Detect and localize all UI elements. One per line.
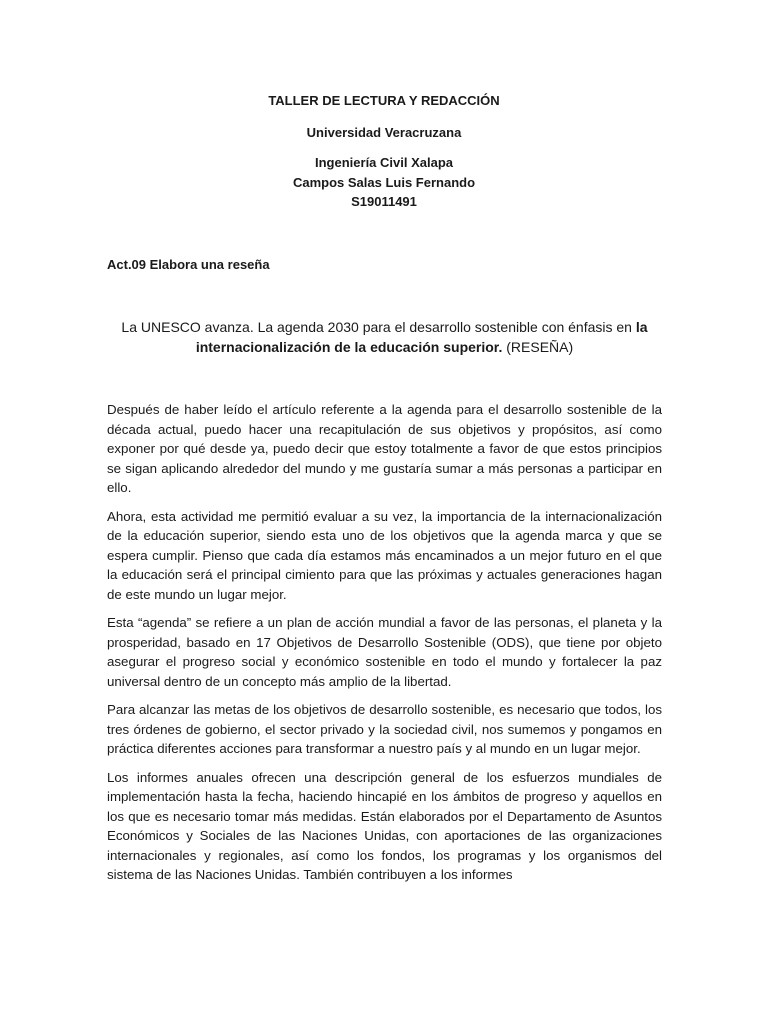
review-title-tail: (RESEÑA): [502, 339, 574, 355]
student-id: S19011491: [351, 194, 417, 209]
university-name: Universidad Veracruzana: [306, 125, 462, 140]
paragraph: Esta “agenda” se refiere a un plan de acción mundial a favor de las personas, el planeta y la prosperidad, basado en 17 Objetivos de Desarrollo Sostenible (ODS), que tiene por objeto asegurar el progreso social y económico sostenible en todo el mundo y fortalecer la paz universal dentro de un concepto más amplio de la libertad.: [107, 615, 662, 689]
paragraph: Después de haber leído el artículo referente a la agenda para el desarrollo sostenible de la década actual, puedo hacer una recapitulación de sus objetivos y propósitos, así como exponer por qué desde ya, puedo decir que estoy totalmente a favor de que estos principios se sigan aplicando alrededor del mundo y me gustaría sumar a más personas a participar en ello.: [107, 402, 662, 495]
course-title: TALLER DE LECTURA Y REDACCIÓN: [268, 93, 500, 108]
paragraph: Los informes anuales ofrecen una descripción general de los esfuerzos mundiales de implementación hasta la fecha, haciendo hincapié en los ámbitos de progreso y aquellos en los que es necesario tomar más medidas. Están elaborados por el Departamento de Asuntos Económicos y Sociales de las Naciones Unidas, con aportaciones de las organizaciones internacionales y regionales, así como los fondos, los programas y los organismos del sistema de las Naciones Unidas. También contribuyen a los informes: [107, 769, 662, 882]
review-body: [107, 400, 662, 894]
review-title-lead: La UNESCO avanza. La agenda 2030 para el desarrollo sostenible con énfasis en: [121, 319, 636, 335]
review-title: [107, 317, 662, 357]
paragraph: Para alcanzar las metas de los objetivos de desarrollo sostenible, es necesario que todos, los tres órdenes de gobierno, el sector privado y la sociedad civil, nos sumemos y pongamos en práctica diferentes acciones para transformar a nuestro país y al mundo en un lugar mejor.: [107, 702, 662, 756]
activity-heading: Act.09 Elabora una reseña: [107, 257, 270, 272]
career-name: Ingeniería Civil Xalapa: [315, 155, 453, 170]
student-name: Campos Salas Luis Fernando: [292, 175, 476, 190]
review-title-emphasis: la internacionalización de la educación superior.: [195, 319, 648, 355]
paragraph: Ahora, esta actividad me permitió evaluar a su vez, la importancia de la internacionalización de la educación superior, siendo esta uno de los objetivos que la agenda marca y que se espera cumplir. Pienso que cada día estamos más encaminados a un mejor futuro en el que la educación será el principal cimiento para que las próximas y actuales generaciones hagan de este mundo un lugar mejor.: [107, 508, 662, 602]
